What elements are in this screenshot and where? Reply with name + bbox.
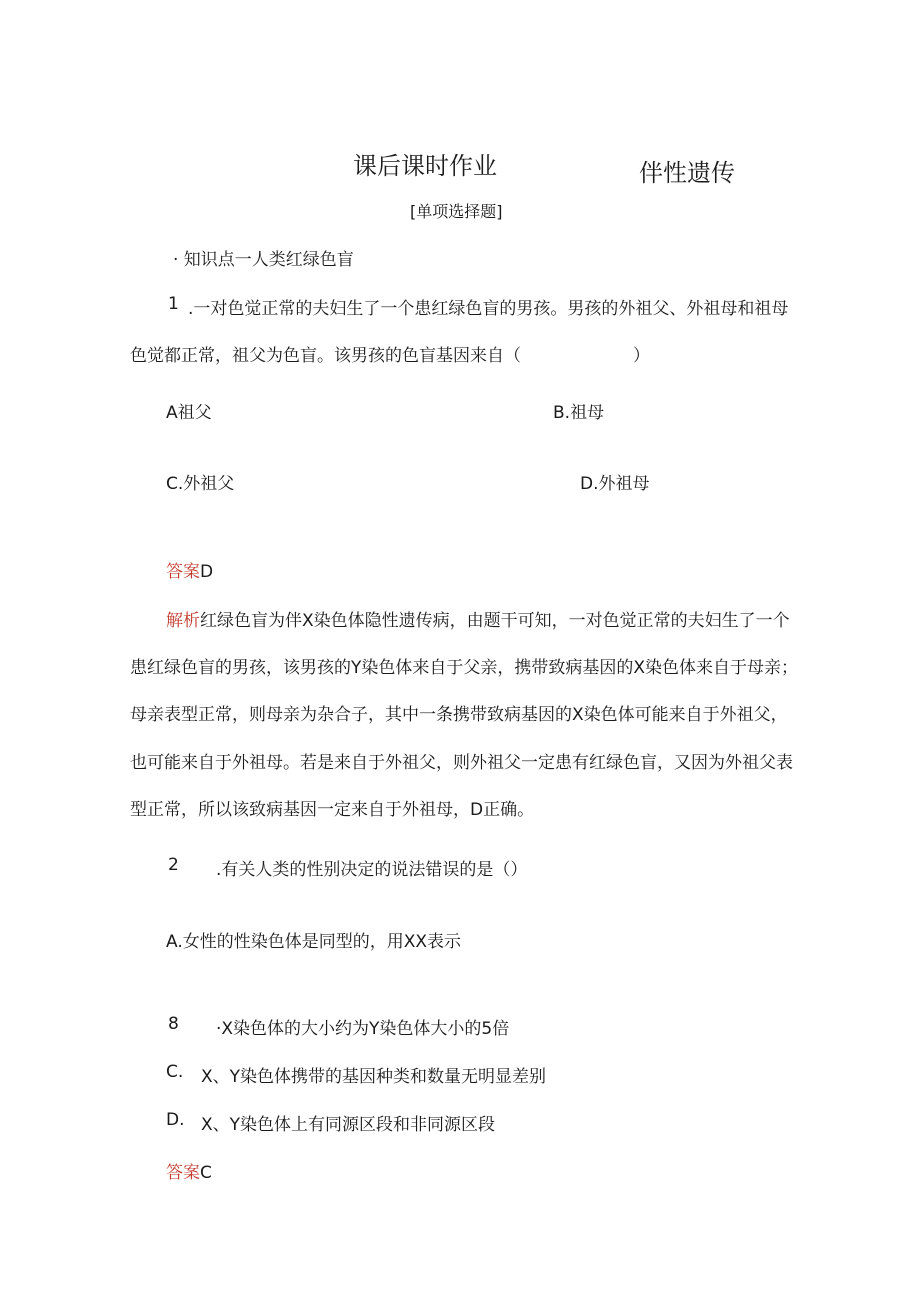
section-label: [单项选择题] bbox=[410, 202, 503, 221]
q1-analysis-line3: 母亲表型正常，则母亲为杂合子，其中一条携带致病基因的X染色体可能来自于外祖父， bbox=[130, 705, 788, 725]
q2-answer-label: 答案 bbox=[166, 1163, 200, 1183]
q2-stem: .有关人类的性别决定的说法错误的是（） bbox=[216, 860, 528, 880]
q2-answer-value: C bbox=[200, 1163, 212, 1183]
q1-stem-line2: 色觉都正常，祖父为色盲。该男孩的色盲基因来自（ bbox=[130, 346, 521, 366]
q2-option-b: ·X染色体的大小约为Y染色体大小的5倍 bbox=[216, 1019, 510, 1039]
q2-option-d: X、Y染色体上有同源区段和非同源区段 bbox=[201, 1115, 496, 1135]
q1-analysis-line5: 型正常，所以该致病基因一定来自于外祖母，D正确。 bbox=[130, 800, 535, 820]
knowledge-point: · 知识点一人类红绿色盲 bbox=[173, 250, 354, 270]
q2-option-b-number: 8 bbox=[168, 1014, 179, 1034]
q1-option-c: C.外祖父 bbox=[166, 474, 235, 494]
q1-paren-close: ） bbox=[633, 346, 650, 366]
q1-answer-label: 答案 bbox=[166, 562, 200, 582]
page-title: 课后课时作业 bbox=[353, 152, 497, 180]
page-subtitle: 伴性遗传 bbox=[639, 159, 735, 187]
q2-number: 2 bbox=[168, 855, 179, 875]
q1-analysis-line2: 患红绿色盲的男孩，该男孩的Y染色体来自于父亲，携带致病基因的X染色体来自于母亲； bbox=[130, 658, 799, 678]
q2-option-d-label: D. bbox=[166, 1110, 185, 1130]
q1-analysis-label: 解析 bbox=[166, 611, 200, 631]
q1-option-d: D.外祖母 bbox=[580, 474, 650, 494]
q2-option-c: X、Y染色体携带的基因种类和数量无明显差别 bbox=[201, 1067, 547, 1087]
q1-option-a: A祖父 bbox=[166, 403, 212, 423]
q1-analysis-line4: 也可能来自于外祖母。若是来自于外祖父，则外祖父一定患有红绿色盲，又因为外祖父表 bbox=[130, 753, 793, 773]
q1-number: 1 bbox=[168, 294, 179, 314]
q1-stem-line1: .一对色觉正常的夫妇生了一个患红绿色盲的男孩。男孩的外祖父、外祖母和祖母 bbox=[188, 299, 789, 319]
q1-answer bbox=[166, 557, 213, 582]
q2-answer bbox=[166, 1158, 212, 1183]
q2-option-a: A.女性的性染色体是同型的，用XX表示 bbox=[166, 932, 462, 952]
q2-option-c-label: C. bbox=[166, 1062, 184, 1082]
q1-option-b: B.祖母 bbox=[553, 403, 605, 423]
q1-analysis-text-1: 红绿色盲为伴X染色体隐性遗传病，由题干可知，一对色觉正常的夫妇生了一个 bbox=[200, 611, 790, 631]
q1-answer-value: D bbox=[200, 562, 214, 582]
q1-analysis-line1 bbox=[166, 606, 790, 631]
